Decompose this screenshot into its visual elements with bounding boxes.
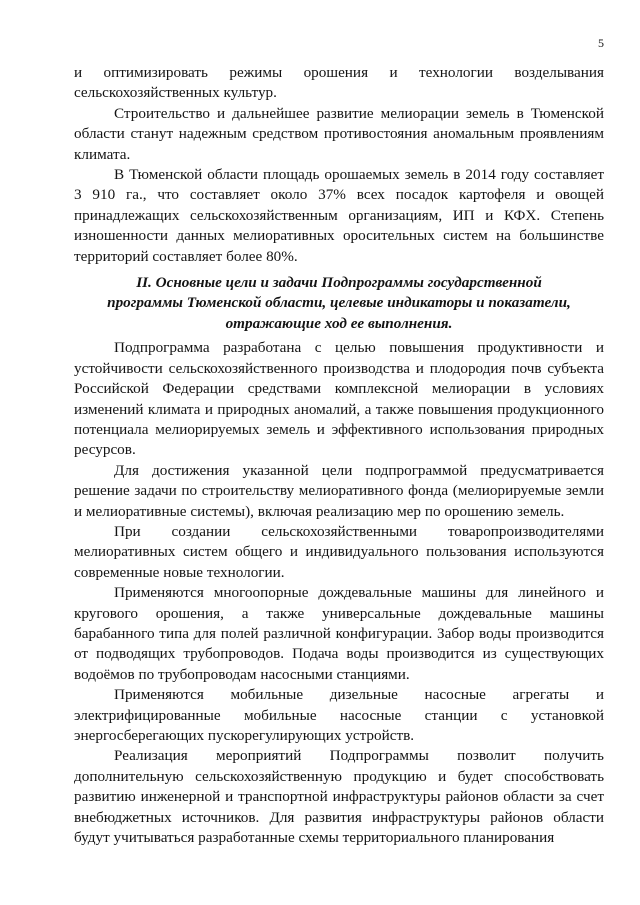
page-number: 5 (598, 36, 604, 50)
paragraph-sprinkler-machines: Применяются многоопорные дождевальные машины для линейного и кругового орошения, а также универсальные дождевальные машины барабанного типа для полей различной конфигурации. Забор воды производится от подводящих трубопроводов. Подача воды производится из существующих водоёмов по трубопроводам насосными станциями. (74, 584, 604, 683)
section-heading-line-2: программы Тюменской области, целевые индикаторы и показатели, (107, 294, 571, 312)
paragraph-goal-achievement: Для достижения указанной цели подпрограммой предусматривается решение задачи по строительству мелиоративного фонда (мелиорируемые земли и мелиоративные системы), включая реализацию мер по орошению земель. (74, 461, 604, 520)
paragraph-pump-units: Применяются мобильные дизельные насосные агрегаты и электрифицированные мобильные насосные станции с установкой энергосберегающих пускорегулирующих устройств. (74, 686, 604, 744)
section-heading (74, 273, 604, 334)
document-body (74, 63, 604, 848)
paragraph-continuation: и оптимизировать режимы орошения и технологии возделывания сельскохозяйственных культур. (74, 64, 604, 102)
section-heading-line-1: II. Основные цели и задачи Подпрограммы государственной (136, 274, 542, 292)
paragraph-irrigated-area: В Тюменской области площадь орошаемых земель в 2014 году составляет 3 910 га., что составляет около 37% всех посадок картофеля и овощей принадлежащих сельскохозяйственным организациям, ИП и КФХ. Степень изношенности данных мелиоративных оросительных систем на большинстве территорий составляет более 80%. (74, 166, 604, 265)
paragraph-subprogram-goal: Подпрограмма разработана с целью повышения продуктивности и устойчивости сельскохозяйственного производства и плодородия почв субъекта Российской Федерации средствами комплексной мелиорации в условиях изменений климата и природных аномалий, а также повышения продукционного потенциала мелиорируемых земель и эффективного использования природных ресурсов. (74, 339, 604, 459)
paragraph-melioration-development: Строительство и дальнейшее развитие мелиорации земель в Тюменской области станут надежным средством противостояния аномальным проявлениям климата. (74, 104, 604, 163)
paragraph-implementation-results: Реализация мероприятий Подпрограммы позволит получить дополнительную сельскохозяйственную продукцию и будет способствовать развитию инженерной и транспортной инфраструктуры районов области за счет внебюджетных источников. Для развития инфраструктуры районов области будут учитываться разработанные схемы территориального планирования (74, 747, 604, 847)
section-heading-line-3: отражающие ход ее выполнения. (225, 314, 453, 332)
paragraph-modern-technologies: При создании сельскохозяйственными товаропроизводителями мелиоративных систем общего и индивидуального пользования используются современные новые технологии. (74, 522, 604, 581)
